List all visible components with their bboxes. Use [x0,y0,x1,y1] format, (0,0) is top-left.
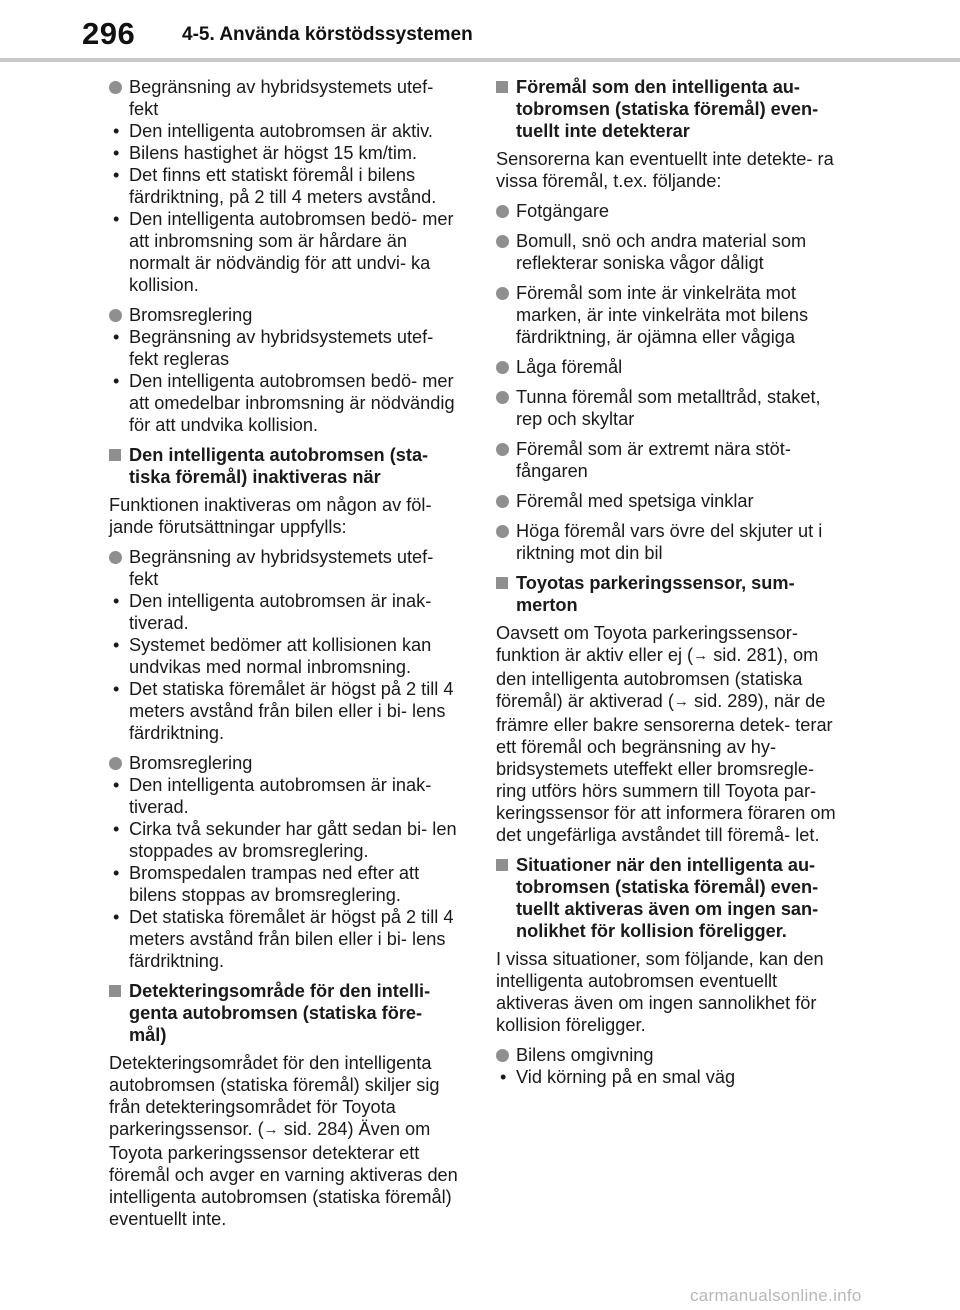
page-number: 296 [82,16,136,51]
right-column [496,76,848,1096]
section-heading: Den intelligenta autobromsen (sta- tiska föremål) inaktiveras när [109,444,461,488]
bullet-item: Bomull, snö och andra material som reflekterar soniska vågor dåligt [496,230,848,274]
list-item: • Det finns ett statiskt föremål i bilens färdriktning, på 2 till 4 meters avstånd. [113,165,437,207]
section-heading: Föremål som den intelligenta au- tobromsen (statiska föremål) even- tuellt inte detekterar [496,76,848,142]
sub-list [496,1066,848,1088]
header-rule [0,58,960,62]
section-heading: Situationer när den intelligenta au- tobromsen (statiska föremål) even- tuellt aktiveras även om ingen san- nolikhet för kollision föreligger. [496,854,848,942]
arrow-right-icon: → [693,647,709,664]
bullet-item: Fotgängare [496,200,848,222]
sub-list [109,326,461,436]
list-item: • Det statiska föremålet är högst på 2 till 4 meters avstånd från bilen eller i bi- lens färdriktning. [113,907,454,971]
list-item: • Den intelligenta autobromsen är aktiv. [113,121,433,141]
list-item: • Systemet bedömer att kollisionen kan undvikas med normal inbromsning. [113,635,432,677]
sub-list [109,590,461,744]
square-bullet-icon [496,859,508,871]
paragraph: I vissa situationer, som följande, kan den intelligenta autobromsen eventuellt aktiveras även om ingen sannolikhet för kollision föreligger. [496,949,824,1035]
paragraph: Sensorerna kan eventuellt inte detekte- ra vissa föremål, t.ex. följande: [496,149,834,191]
bullet-title: Bromsreglering [129,305,253,325]
arrow-right-icon: → [263,1121,279,1138]
list-item: • Vid körning på en smal väg [500,1067,736,1087]
bullet-group [496,1044,848,1088]
bullet-item: Höga föremål vars övre del skjuter ut i riktning mot din bil [496,520,848,564]
sub-list [109,120,461,296]
round-bullet-icon [496,235,509,248]
bullet-item: Tunna föremål som metalltråd, staket, rep och skyltar [496,386,848,430]
bullet-group [109,304,461,436]
bullet-group [109,76,461,296]
square-bullet-icon [496,577,508,589]
page-reference[interactable]: sid. 281 [713,645,777,665]
round-bullet-icon [496,391,509,404]
round-bullet-icon [109,551,122,564]
square-bullet-icon [109,985,121,997]
page-reference[interactable]: sid. 284 [283,1119,348,1139]
bullet-item: Föremål som inte är vinkelräta mot marken, är inte vinkelräta mot bilens färdriktning, är ojämna eller vågiga [496,282,848,348]
list-item: • Den intelligenta autobromsen är inak- tiverad. [113,775,432,817]
round-bullet-icon [496,361,509,374]
list-item: • Det statiska föremålet är högst på 2 till 4 meters avstånd från bilen eller i bi- lens färdriktning. [113,679,454,743]
list-item: • Den intelligenta autobromsen bedö- mer att omedelbar inbromsning är nödvändig för att undvika kollision. [113,371,455,435]
section-title: 4-5. Använda körstödssystemen [182,24,473,45]
list-item: • Den intelligenta autobromsen är inak- tiverad. [113,591,432,633]
page-reference[interactable]: sid. 289 [693,691,758,711]
round-bullet-icon [496,443,509,456]
list-item: • Begränsning av hybridsystemets utef- fekt regleras [113,327,434,369]
bullet-item: Föremål med spetsiga vinklar [496,490,848,512]
section-heading: Toyotas parkeringssensor, sum- merton [496,572,848,616]
bullet-title: Begränsning av hybridsystemets utef- fekt [129,77,434,119]
round-bullet-icon [109,309,122,322]
round-bullet-icon [496,495,509,508]
list-item: • Bilens hastighet är högst 15 km/tim. [113,143,418,163]
round-bullet-icon [109,81,122,94]
paragraph: Funktionen inaktiveras om någon av föl- jande förutsättningar uppfylls: [109,495,432,537]
watermark: carmanualsonline.info [690,1286,862,1305]
bullet-group [109,546,461,744]
arrow-right-icon: → [673,693,689,710]
square-bullet-icon [496,81,508,93]
round-bullet-icon [496,1049,509,1062]
section-heading: Detekteringsområde för den intelli- genta autobromsen (statiska före- mål) [109,980,461,1046]
round-bullet-icon [496,525,509,538]
round-bullet-icon [496,205,509,218]
round-bullet-icon [496,287,509,300]
paragraph: Detekteringsområdet för den intelligenta autobromsen (statiska föremål) skiljer sig från detekteringsområdet för Toyota parkeringssensor. (→ sid. 284) Även om Toyota parkeringssensor detekterar ett föremål och avger en varning aktiveras den intelligenta autobromsen (statiska föremål) eventuellt inte. [109,1053,458,1229]
bullet-title: Bilens omgivning [516,1045,654,1065]
list-item: • Cirka två sekunder har gått sedan bi- len stoppades av bromsreglering. [113,819,457,861]
paragraph: Oavsett om Toyota parkeringssensor- funktion är aktiv eller ej (→ sid. 281), om den intelligenta autobromsen (statiska föremål) är aktiverad (→ sid. 289), när de främre eller bakre sensorerna detek- terar ett föremål och begränsning av hy- bridsystemets uteffekt eller bromsregle- ring utförs hörs summern till Toyota par- keringssensor för att informera föraren om det ungefärliga avståndet till föremå- let. [496,623,836,845]
round-bullet-icon [109,757,122,770]
sub-list [109,774,461,972]
bullet-title: Bromsreglering [129,753,253,773]
bullet-item: Låga föremål [496,356,848,378]
left-column [109,76,461,1238]
list-item: • Den intelligenta autobromsen bedö- mer att inbromsning som är hårdare än normalt är nödvändig för att undvi- ka kollision. [113,209,454,295]
bullet-title: Begränsning av hybridsystemets utef- fekt [129,547,434,589]
square-bullet-icon [109,449,121,461]
list-item: • Bromspedalen trampas ned efter att bilens stoppas av bromsreglering. [113,863,420,905]
bullet-group [109,752,461,972]
bullet-item: Föremål som är extremt nära stöt- fångaren [496,438,848,482]
